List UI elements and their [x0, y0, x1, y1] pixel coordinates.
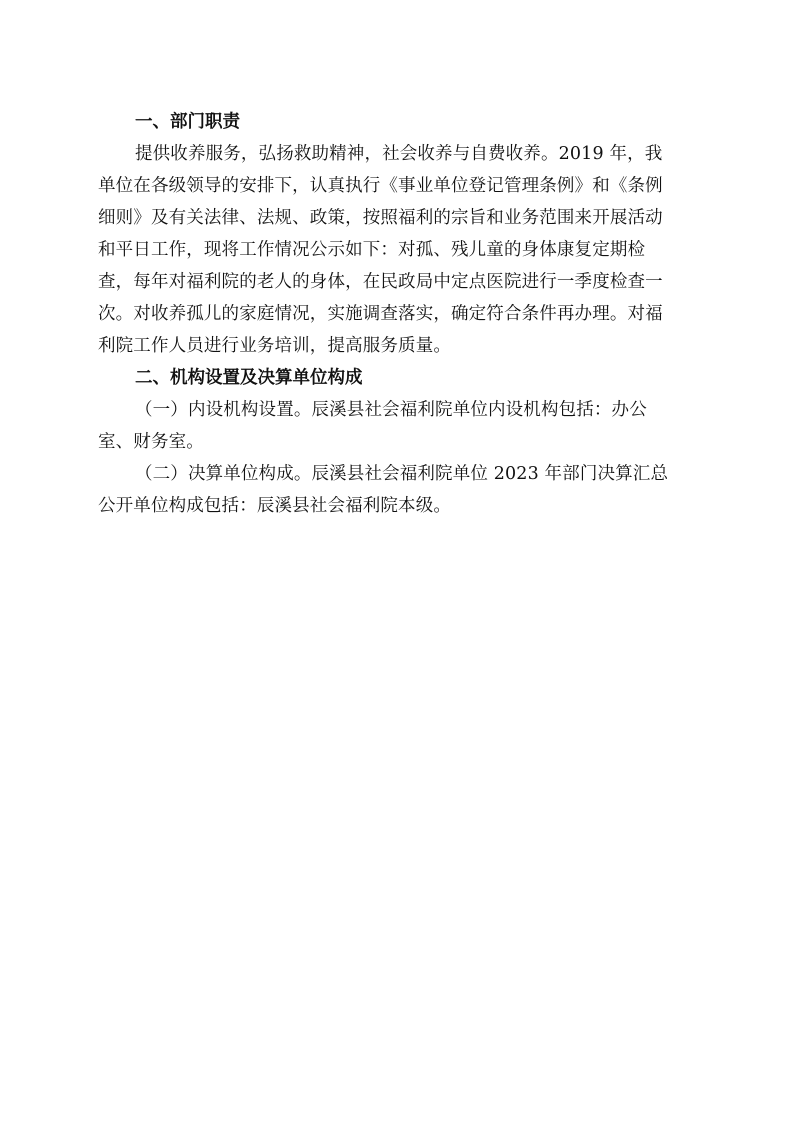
paragraph-line: 室、财务室。	[98, 432, 204, 452]
paragraph-line: 和平日工作，现将工作情况公示如下：对孤、残儿童的身体康复定期检	[98, 240, 646, 260]
accounting-unit-paragraph	[98, 458, 698, 522]
paragraph-line: 次。对收养孤儿的家庭情况，实施调查落实，确定符合条件再办理。对福	[98, 304, 663, 324]
paragraph-line: 单位在各级领导的安排下，认真执行《事业单位登记管理条例》和《条例	[98, 176, 663, 196]
paragraph-line: （二）决算单位构成。辰溪县社会福利院单位 2023 年部门决算汇总	[135, 464, 669, 484]
section-heading-duties: 一、部门职责	[135, 112, 240, 132]
paragraph-line: （一）内设机构设置。辰溪县社会福利院单位内设机构包括：办公	[135, 400, 647, 420]
duties-paragraph	[98, 138, 698, 362]
paragraph-line: 细则》及有关法律、法规、政策，按照福利的宗旨和业务范围来开展活动	[98, 208, 663, 228]
internal-structure-paragraph	[98, 394, 698, 458]
paragraph-line: 查，每年对福利院的老人的身体，在民政局中定点医院进行一季度检查一	[98, 272, 663, 292]
paragraph-line: 利院工作人员进行业务培训，提高服务质量。	[98, 336, 451, 356]
paragraph-line: 提供收养服务，弘扬救助精神，社会收养与自费收养。2019 年，我	[135, 144, 663, 164]
section-heading-organization: 二、机构设置及决算单位构成	[135, 368, 363, 388]
paragraph-line: 公开单位构成包括：辰溪县社会福利院本级。	[98, 496, 451, 516]
document-body	[98, 106, 698, 522]
